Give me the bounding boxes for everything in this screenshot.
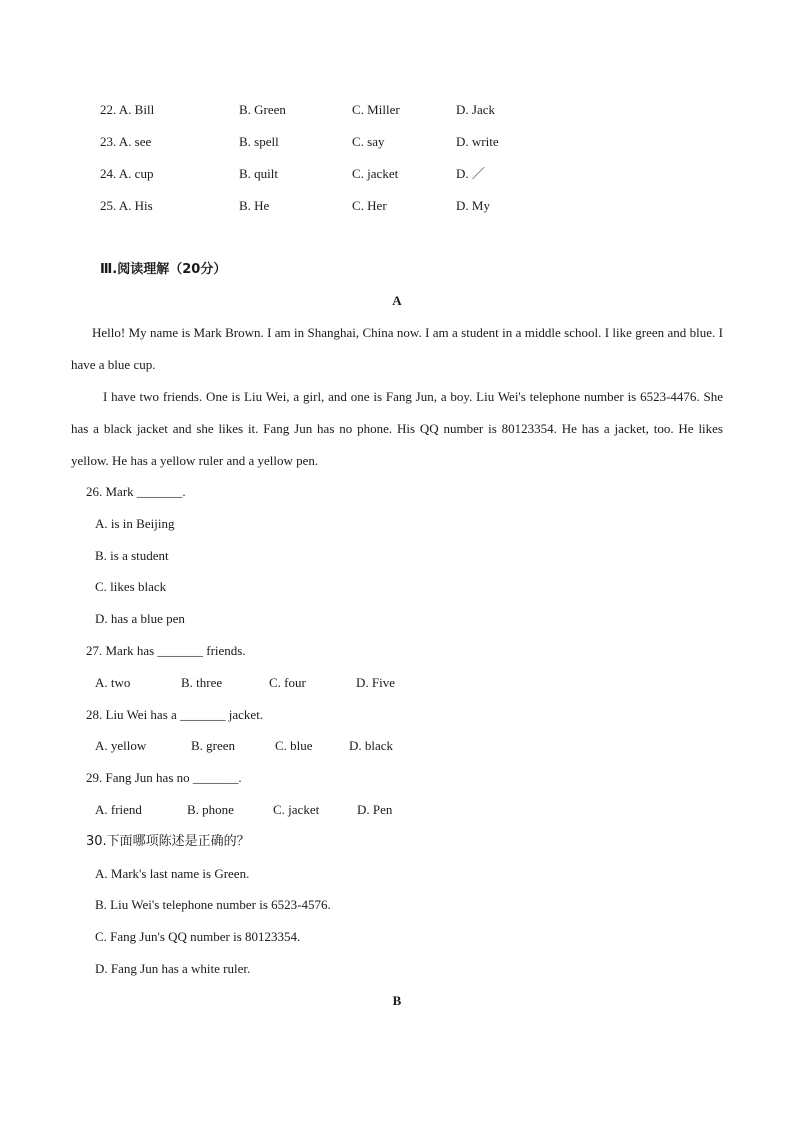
option-d: D. Jack: [456, 102, 495, 117]
option-c: C. jacket: [352, 166, 399, 181]
question-stem: 27. Mark has _______ friends.: [86, 643, 246, 658]
answer-option: C. jacket: [273, 802, 320, 817]
answer-option: D. has a blue pen: [95, 611, 185, 626]
answer-option: A. yellow: [95, 738, 147, 753]
answer-option: D. black: [349, 738, 394, 753]
option-c: C. Miller: [352, 102, 400, 117]
option-d: D. write: [456, 134, 499, 149]
answer-option: D. Five: [356, 675, 395, 690]
option-b: B. Green: [239, 102, 286, 117]
passage-a-heading: A: [392, 293, 402, 308]
option-d: D. My: [456, 198, 490, 213]
option-b: B. quilt: [239, 166, 279, 181]
answer-option: C. four: [269, 675, 306, 690]
answer-option: C. Fang Jun's QQ number is 80123354.: [95, 929, 301, 944]
answer-option: A. is in Beijing: [95, 516, 175, 531]
question-stem: 26. Mark _______.: [86, 484, 186, 499]
passage-a-paragraph-1: Hello! My name is Mark Brown. I am in Shanghai, China now. I am a student in a middle school. I like green and blue. I have a blue cup.: [71, 325, 723, 372]
answer-option: B. three: [181, 675, 223, 690]
answer-option: C. likes black: [95, 579, 167, 594]
option-c: C. Her: [352, 198, 387, 213]
answer-option: D. Fang Jun has a white ruler.: [95, 961, 251, 976]
option-b: B. spell: [239, 134, 279, 149]
passage-a-paragraph-2: I have two friends. One is Liu Wei, a girl, and one is Fang Jun, a boy. Liu Wei's telephone number is 6523-4476. She has a black jacket and she likes it. Fang Jun has no phone. His QQ number is 80123354. He has a jacket, too. He likes yellow. He has a yellow ruler and a yellow pen.: [71, 389, 723, 468]
answer-option: D. Pen: [357, 802, 393, 817]
answer-option: A. two: [95, 675, 131, 690]
passage-b-heading: B: [392, 993, 402, 1008]
option-a: 23. A. see: [100, 134, 152, 149]
answer-option: B. green: [191, 738, 236, 753]
answer-option: A. friend: [95, 802, 142, 817]
answer-option: A. Mark's last name is Green.: [95, 866, 250, 881]
question-stem: 28. Liu Wei has a _______ jacket.: [86, 707, 264, 722]
option-a: 24. A. cup: [100, 166, 154, 181]
answer-option: C. blue: [275, 738, 313, 753]
section-title: Ⅲ.阅读理解（20分）: [100, 262, 227, 277]
answer-option: B. Liu Wei's telephone number is 6523-4576.: [95, 897, 331, 912]
answer-option: B. phone: [187, 802, 234, 817]
option-a: 22. A. Bill: [100, 102, 155, 117]
question-stem: 29. Fang Jun has no _______.: [86, 770, 242, 785]
option-c: C. say: [352, 134, 385, 149]
option-b: B. He: [239, 198, 270, 213]
option-d: D. ／: [456, 166, 485, 181]
question-stem: 30.下面哪项陈述是正确的？: [86, 834, 250, 849]
answer-option: B. is a student: [95, 548, 169, 563]
option-a: 25. A. His: [100, 198, 153, 213]
